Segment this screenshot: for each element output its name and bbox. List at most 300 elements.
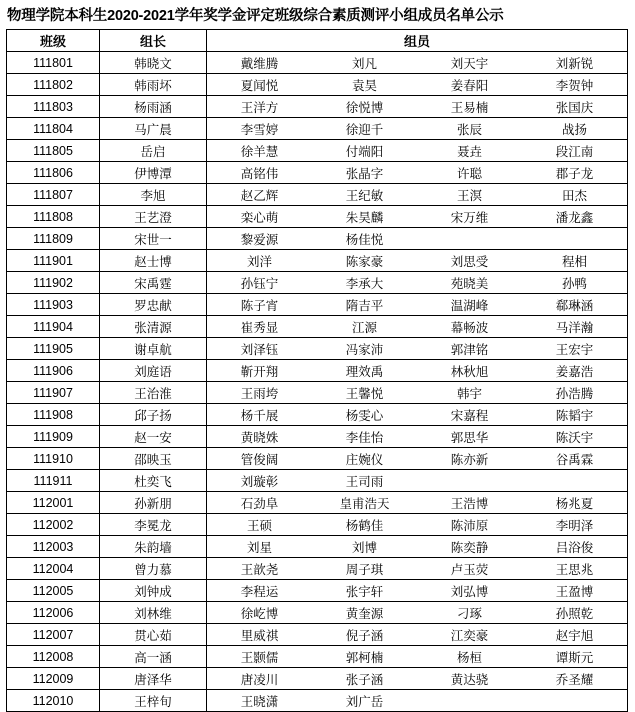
- cell-member: 宋嘉程: [450, 408, 489, 423]
- members-grid: [207, 207, 627, 226]
- cell-member: 杨鹤佳: [345, 518, 384, 533]
- cell-member: 徐羊慧: [240, 144, 279, 159]
- table-row: [7, 360, 628, 382]
- cell-member: 王司雨: [345, 474, 384, 489]
- cell-members: [207, 140, 628, 162]
- cell-leader: 宋世一: [100, 228, 207, 250]
- cell-members: [207, 162, 628, 184]
- cell-member: 杨雯心: [345, 408, 384, 423]
- cell-member: 田杰: [561, 188, 587, 203]
- cell-leader: 邱子扬: [100, 404, 207, 426]
- cell-member: 温湖峰: [450, 298, 489, 313]
- cell-class: 111801: [7, 52, 100, 74]
- cell-member: 徐悦博: [345, 100, 384, 115]
- cell-leader: 朱韵墙: [100, 536, 207, 558]
- members-grid: [207, 515, 627, 534]
- members-grid: [207, 185, 627, 204]
- cell-member: 孙照乾: [555, 606, 594, 621]
- cell-member: 王馨悦: [345, 386, 384, 401]
- cell-member: 黄奎源: [345, 606, 384, 621]
- cell-members: [207, 316, 628, 338]
- members-row: [207, 97, 627, 116]
- cell-member: 徐屹博: [240, 606, 279, 621]
- cell-member: 江源: [351, 320, 377, 335]
- cell-members: [207, 184, 628, 206]
- cell-members: [207, 228, 628, 250]
- members-row: [207, 449, 627, 468]
- cell-leader: 王艺澄: [100, 206, 207, 228]
- table-row: [7, 96, 628, 118]
- cell-class: 112005: [7, 580, 100, 602]
- cell-member: 王纪敏: [345, 188, 384, 203]
- cell-members: [207, 74, 628, 96]
- cell-member: 袁昊: [351, 78, 377, 93]
- cell-member: 马洋瀚: [555, 320, 594, 335]
- members-row: [207, 669, 627, 688]
- cell-class: 111806: [7, 162, 100, 184]
- members-grid: [207, 471, 627, 490]
- members-row: [207, 603, 627, 622]
- table-row: [7, 602, 628, 624]
- table-row: [7, 448, 628, 470]
- cell-leader: 李旭: [100, 184, 207, 206]
- members-row: [207, 427, 627, 446]
- cell-member: 杨兆夏: [555, 496, 594, 511]
- members-row: [207, 405, 627, 424]
- cell-members: [207, 514, 628, 536]
- cell-members: [207, 206, 628, 228]
- members-grid: [207, 273, 627, 292]
- cell-member: 赵乙辉: [240, 188, 279, 203]
- cell-class: 112009: [7, 668, 100, 690]
- cell-member: 刘洋: [246, 254, 272, 269]
- members-row: [207, 207, 627, 226]
- cell-member: 李佳怡: [345, 430, 384, 445]
- cell-class: 111907: [7, 382, 100, 404]
- members-grid: [207, 383, 627, 402]
- cell-leader: 韩晓文: [100, 52, 207, 74]
- cell-member: 张国庆: [555, 100, 594, 115]
- members-row: [207, 141, 627, 160]
- cell-leader: 李冕龙: [100, 514, 207, 536]
- cell-member: 孙钰宁: [240, 276, 279, 291]
- cell-class: 111802: [7, 74, 100, 96]
- cell-leader: 岳启: [100, 140, 207, 162]
- cell-member: 李明泽: [555, 518, 594, 533]
- cell-class: 111807: [7, 184, 100, 206]
- cell-leader: 韩雨坏: [100, 74, 207, 96]
- members-grid: [207, 669, 627, 688]
- members-row: [207, 383, 627, 402]
- members-row: [207, 493, 627, 512]
- cell-member: 里威祺: [240, 628, 279, 643]
- cell-class: 111910: [7, 448, 100, 470]
- cell-member: [417, 691, 522, 710]
- cell-member: 刘星: [246, 540, 272, 555]
- cell-member: 郗琳涵: [555, 298, 594, 313]
- members-row: [207, 691, 627, 710]
- cell-class: 111906: [7, 360, 100, 382]
- cell-class: 112002: [7, 514, 100, 536]
- cell-member: 杨千展: [240, 408, 279, 423]
- cell-member: 宋万维: [450, 210, 489, 225]
- column-header-leader: 组长: [100, 30, 207, 52]
- members-row: [207, 273, 627, 292]
- members-grid: [207, 141, 627, 160]
- cell-members: [207, 382, 628, 404]
- cell-leader: 罗忠献: [100, 294, 207, 316]
- members-row: [207, 471, 627, 490]
- cell-member: 郭思华: [450, 430, 489, 445]
- members-row: [207, 361, 627, 380]
- members-row: [207, 581, 627, 600]
- table-row: [7, 294, 628, 316]
- cell-member: 杨桓: [456, 650, 482, 665]
- cell-class: 112008: [7, 646, 100, 668]
- cell-member: 朱昊麟: [345, 210, 384, 225]
- members-row: [207, 537, 627, 556]
- cell-members: [207, 96, 628, 118]
- table-row: [7, 184, 628, 206]
- cell-member: 崔秀显: [240, 320, 279, 335]
- cell-member: 黄晓姝: [240, 430, 279, 445]
- cell-member: 杨佳悦: [345, 232, 384, 247]
- cell-members: [207, 624, 628, 646]
- members-grid: [207, 581, 627, 600]
- cell-member: 皇甫浩天: [339, 496, 390, 511]
- cell-member: 谷禹霖: [555, 452, 594, 467]
- cell-class: 112007: [7, 624, 100, 646]
- cell-member: 张子涵: [345, 672, 384, 687]
- cell-leader: 马广晨: [100, 118, 207, 140]
- table-row: [7, 624, 628, 646]
- cell-leader: 王治淮: [100, 382, 207, 404]
- cell-member: 刘泽钰: [240, 342, 279, 357]
- cell-member: 冯家沛: [345, 342, 384, 357]
- cell-leader: 杜奕飞: [100, 470, 207, 492]
- cell-member: 孙浩腾: [555, 386, 594, 401]
- cell-members: [207, 602, 628, 624]
- members-grid: [207, 603, 627, 622]
- cell-leader: 刘钟成: [100, 580, 207, 602]
- members-grid: [207, 295, 627, 314]
- members-grid: [207, 119, 627, 138]
- members-grid: [207, 559, 627, 578]
- cell-leader: 赵一安: [100, 426, 207, 448]
- cell-member: 陈家豪: [345, 254, 384, 269]
- cell-leader: 伊博潭: [100, 162, 207, 184]
- table-row: [7, 492, 628, 514]
- cell-leader: 谢卓航: [100, 338, 207, 360]
- cell-member: 许聪: [456, 166, 482, 181]
- cell-class: 111901: [7, 250, 100, 272]
- members-row: [207, 229, 627, 248]
- members-grid: [207, 449, 627, 468]
- cell-class: 111909: [7, 426, 100, 448]
- cell-leader: 刘庭语: [100, 360, 207, 382]
- cell-member: 潘龙鑫: [555, 210, 594, 225]
- members-row: [207, 119, 627, 138]
- cell-member: 王溟: [456, 188, 482, 203]
- members-grid: [207, 251, 627, 270]
- cell-class: 112001: [7, 492, 100, 514]
- table-row: [7, 382, 628, 404]
- cell-member: 陈奕静: [450, 540, 489, 555]
- members-grid: [207, 53, 627, 72]
- cell-members: [207, 536, 628, 558]
- cell-member: 黎爱源: [240, 232, 279, 247]
- column-header-class: 班级: [7, 30, 100, 52]
- cell-member: 苑晓美: [450, 276, 489, 291]
- members-row: [207, 295, 627, 314]
- cell-member: 段江南: [555, 144, 594, 159]
- table-row: [7, 580, 628, 602]
- table-row: [7, 470, 628, 492]
- cell-member: 幕畅波: [450, 320, 489, 335]
- table-row: [7, 316, 628, 338]
- members-row: [207, 53, 627, 72]
- cell-member: 林秋旭: [450, 364, 489, 379]
- cell-members: [207, 360, 628, 382]
- table-row: [7, 52, 628, 74]
- table-row: [7, 206, 628, 228]
- cell-member: 王歆尧: [240, 562, 279, 577]
- cell-member: 庄婉仪: [345, 452, 384, 467]
- cell-member: 管俊阔: [240, 452, 279, 467]
- table-row: [7, 404, 628, 426]
- cell-member: 张晶字: [345, 166, 384, 181]
- cell-member: 靳开翔: [240, 364, 279, 379]
- cell-members: [207, 250, 628, 272]
- cell-class: 111902: [7, 272, 100, 294]
- members-row: [207, 559, 627, 578]
- cell-leader: 张清源: [100, 316, 207, 338]
- cell-member: 程相: [561, 254, 587, 269]
- cell-member: 李承大: [345, 276, 384, 291]
- cell-member: 郡子龙: [555, 166, 594, 181]
- cell-class: 111804: [7, 118, 100, 140]
- cell-member: 戴维腾: [240, 56, 279, 71]
- cell-leader: 刘林维: [100, 602, 207, 624]
- cell-member: 刘天宇: [450, 56, 489, 71]
- cell-member: 陈沛原: [450, 518, 489, 533]
- cell-member: 谭斯元: [555, 650, 594, 665]
- cell-member: 王晓潇: [240, 694, 279, 709]
- cell-member: 姜嘉浩: [555, 364, 594, 379]
- members-grid: [207, 97, 627, 116]
- members-row: [207, 185, 627, 204]
- members-grid: [207, 625, 627, 644]
- cell-members: [207, 118, 628, 140]
- cell-members: [207, 558, 628, 580]
- cell-member: 王雨垮: [240, 386, 279, 401]
- members-row: [207, 317, 627, 336]
- cell-leader: 贯心茹: [100, 624, 207, 646]
- table-row: [7, 140, 628, 162]
- cell-member: 陈子宵: [240, 298, 279, 313]
- cell-members: [207, 470, 628, 492]
- members-grid: [207, 493, 627, 512]
- roster-table: [6, 29, 628, 712]
- cell-member: 王易楠: [450, 100, 489, 115]
- members-grid: [207, 229, 627, 248]
- members-grid: [207, 339, 627, 358]
- cell-class: 111908: [7, 404, 100, 426]
- members-grid: [207, 317, 627, 336]
- cell-member: 王洋方: [240, 100, 279, 115]
- cell-member: [417, 471, 522, 490]
- members-grid: [207, 691, 627, 710]
- table-row: [7, 536, 628, 558]
- table-row: [7, 228, 628, 250]
- cell-class: 111903: [7, 294, 100, 316]
- cell-class: 112006: [7, 602, 100, 624]
- cell-member: 徐迎千: [345, 122, 384, 137]
- cell-member: 高铭伟: [240, 166, 279, 181]
- cell-member: 王浩博: [450, 496, 489, 511]
- page-title: 物理学院本科生2020-2021学年奖学金评定班级综合素质测评小组成员名单公示: [7, 8, 504, 24]
- cell-members: [207, 404, 628, 426]
- members-row: [207, 647, 627, 666]
- cell-member: 张辰: [456, 122, 482, 137]
- cell-class: 112003: [7, 536, 100, 558]
- table-row: [7, 338, 628, 360]
- cell-leader: 曾力慕: [100, 558, 207, 580]
- cell-member: [522, 691, 627, 710]
- cell-leader: 赵士博: [100, 250, 207, 272]
- cell-member: 王思兆: [555, 562, 594, 577]
- members-row: [207, 251, 627, 270]
- members-grid: [207, 361, 627, 380]
- cell-member: 韩宇: [456, 386, 482, 401]
- cell-member: 战扬: [561, 122, 587, 137]
- cell-leader: 唐泽华: [100, 668, 207, 690]
- cell-members: [207, 492, 628, 514]
- table-body: [7, 52, 628, 712]
- table-row: [7, 690, 628, 712]
- cell-member: 刘思受: [450, 254, 489, 269]
- cell-member: 张宇轩: [345, 584, 384, 599]
- cell-member: 王宏宇: [555, 342, 594, 357]
- members-row: [207, 163, 627, 182]
- cell-member: 王硕: [246, 518, 272, 533]
- cell-member: 夏闻悦: [240, 78, 279, 93]
- table-row: [7, 668, 628, 690]
- cell-member: 黄达骁: [450, 672, 489, 687]
- cell-member: 石劲阜: [240, 496, 279, 511]
- members-row: [207, 625, 627, 644]
- cell-class: 111808: [7, 206, 100, 228]
- members-row: [207, 515, 627, 534]
- cell-member: 刘博: [351, 540, 377, 555]
- members-grid: [207, 427, 627, 446]
- cell-member: 陈沃宇: [555, 430, 594, 445]
- cell-members: [207, 426, 628, 448]
- table-row: [7, 74, 628, 96]
- cell-member: 孙鸭: [561, 276, 587, 291]
- cell-leader: 王梓旬: [100, 690, 207, 712]
- cell-member: 刁琢: [456, 606, 482, 621]
- cell-member: 王盈博: [555, 584, 594, 599]
- cell-members: [207, 272, 628, 294]
- cell-member: 李程运: [240, 584, 279, 599]
- members-row: [207, 75, 627, 94]
- cell-member: 理效禹: [345, 364, 384, 379]
- cell-member: 吕浴俊: [555, 540, 594, 555]
- cell-leader: 宋禹霆: [100, 272, 207, 294]
- cell-members: [207, 690, 628, 712]
- cell-member: 陈亦新: [450, 452, 489, 467]
- table-row: [7, 426, 628, 448]
- table-row: [7, 558, 628, 580]
- members-grid: [207, 75, 627, 94]
- cell-class: 111905: [7, 338, 100, 360]
- members-grid: [207, 405, 627, 424]
- cell-member: 郭津铭: [450, 342, 489, 357]
- cell-class: 111809: [7, 228, 100, 250]
- cell-members: [207, 294, 628, 316]
- cell-member: 刘广岳: [345, 694, 384, 709]
- table-row: [7, 514, 628, 536]
- cell-members: [207, 646, 628, 668]
- cell-member: 刘弘博: [450, 584, 489, 599]
- cell-member: 倪子涵: [345, 628, 384, 643]
- cell-member: [522, 471, 627, 490]
- table-row: [7, 118, 628, 140]
- cell-class: 112010: [7, 690, 100, 712]
- cell-member: 郭柯楠: [345, 650, 384, 665]
- cell-member: 隋吉平: [345, 298, 384, 313]
- table-row: [7, 646, 628, 668]
- cell-members: [207, 448, 628, 470]
- members-grid: [207, 647, 627, 666]
- cell-class: 112004: [7, 558, 100, 580]
- cell-members: [207, 338, 628, 360]
- cell-member: 赵宇旭: [555, 628, 594, 643]
- cell-member: 李雪婷: [240, 122, 279, 137]
- cell-member: [522, 229, 627, 248]
- cell-member: 乔圣耀: [555, 672, 594, 687]
- cell-members: [207, 668, 628, 690]
- cell-member: 周子琪: [345, 562, 384, 577]
- cell-member: 江奕豪: [450, 628, 489, 643]
- cell-member: 付端阳: [345, 144, 384, 159]
- cell-member: 刘璇彰: [240, 474, 279, 489]
- cell-members: [207, 580, 628, 602]
- column-header-members: 组员: [207, 30, 628, 52]
- cell-class: 111911: [7, 470, 100, 492]
- cell-class: 111805: [7, 140, 100, 162]
- cell-leader: 高一涵: [100, 646, 207, 668]
- cell-member: 栾心萌: [240, 210, 279, 225]
- cell-class: 111904: [7, 316, 100, 338]
- cell-leader: 孙新朋: [100, 492, 207, 514]
- cell-member: [417, 229, 522, 248]
- cell-member: 聂垚: [456, 144, 482, 159]
- cell-member: 卢玉荧: [450, 562, 489, 577]
- table-row: [7, 272, 628, 294]
- table-row: [7, 162, 628, 184]
- cell-member: 刘凡: [351, 56, 377, 71]
- cell-member: 陈韬宇: [555, 408, 594, 423]
- members-grid: [207, 163, 627, 182]
- members-row: [207, 339, 627, 358]
- table-header-row: [7, 30, 628, 52]
- cell-leader: 邵映玉: [100, 448, 207, 470]
- cell-class: 111803: [7, 96, 100, 118]
- table-row: [7, 250, 628, 272]
- cell-member: 唐凌川: [240, 672, 279, 687]
